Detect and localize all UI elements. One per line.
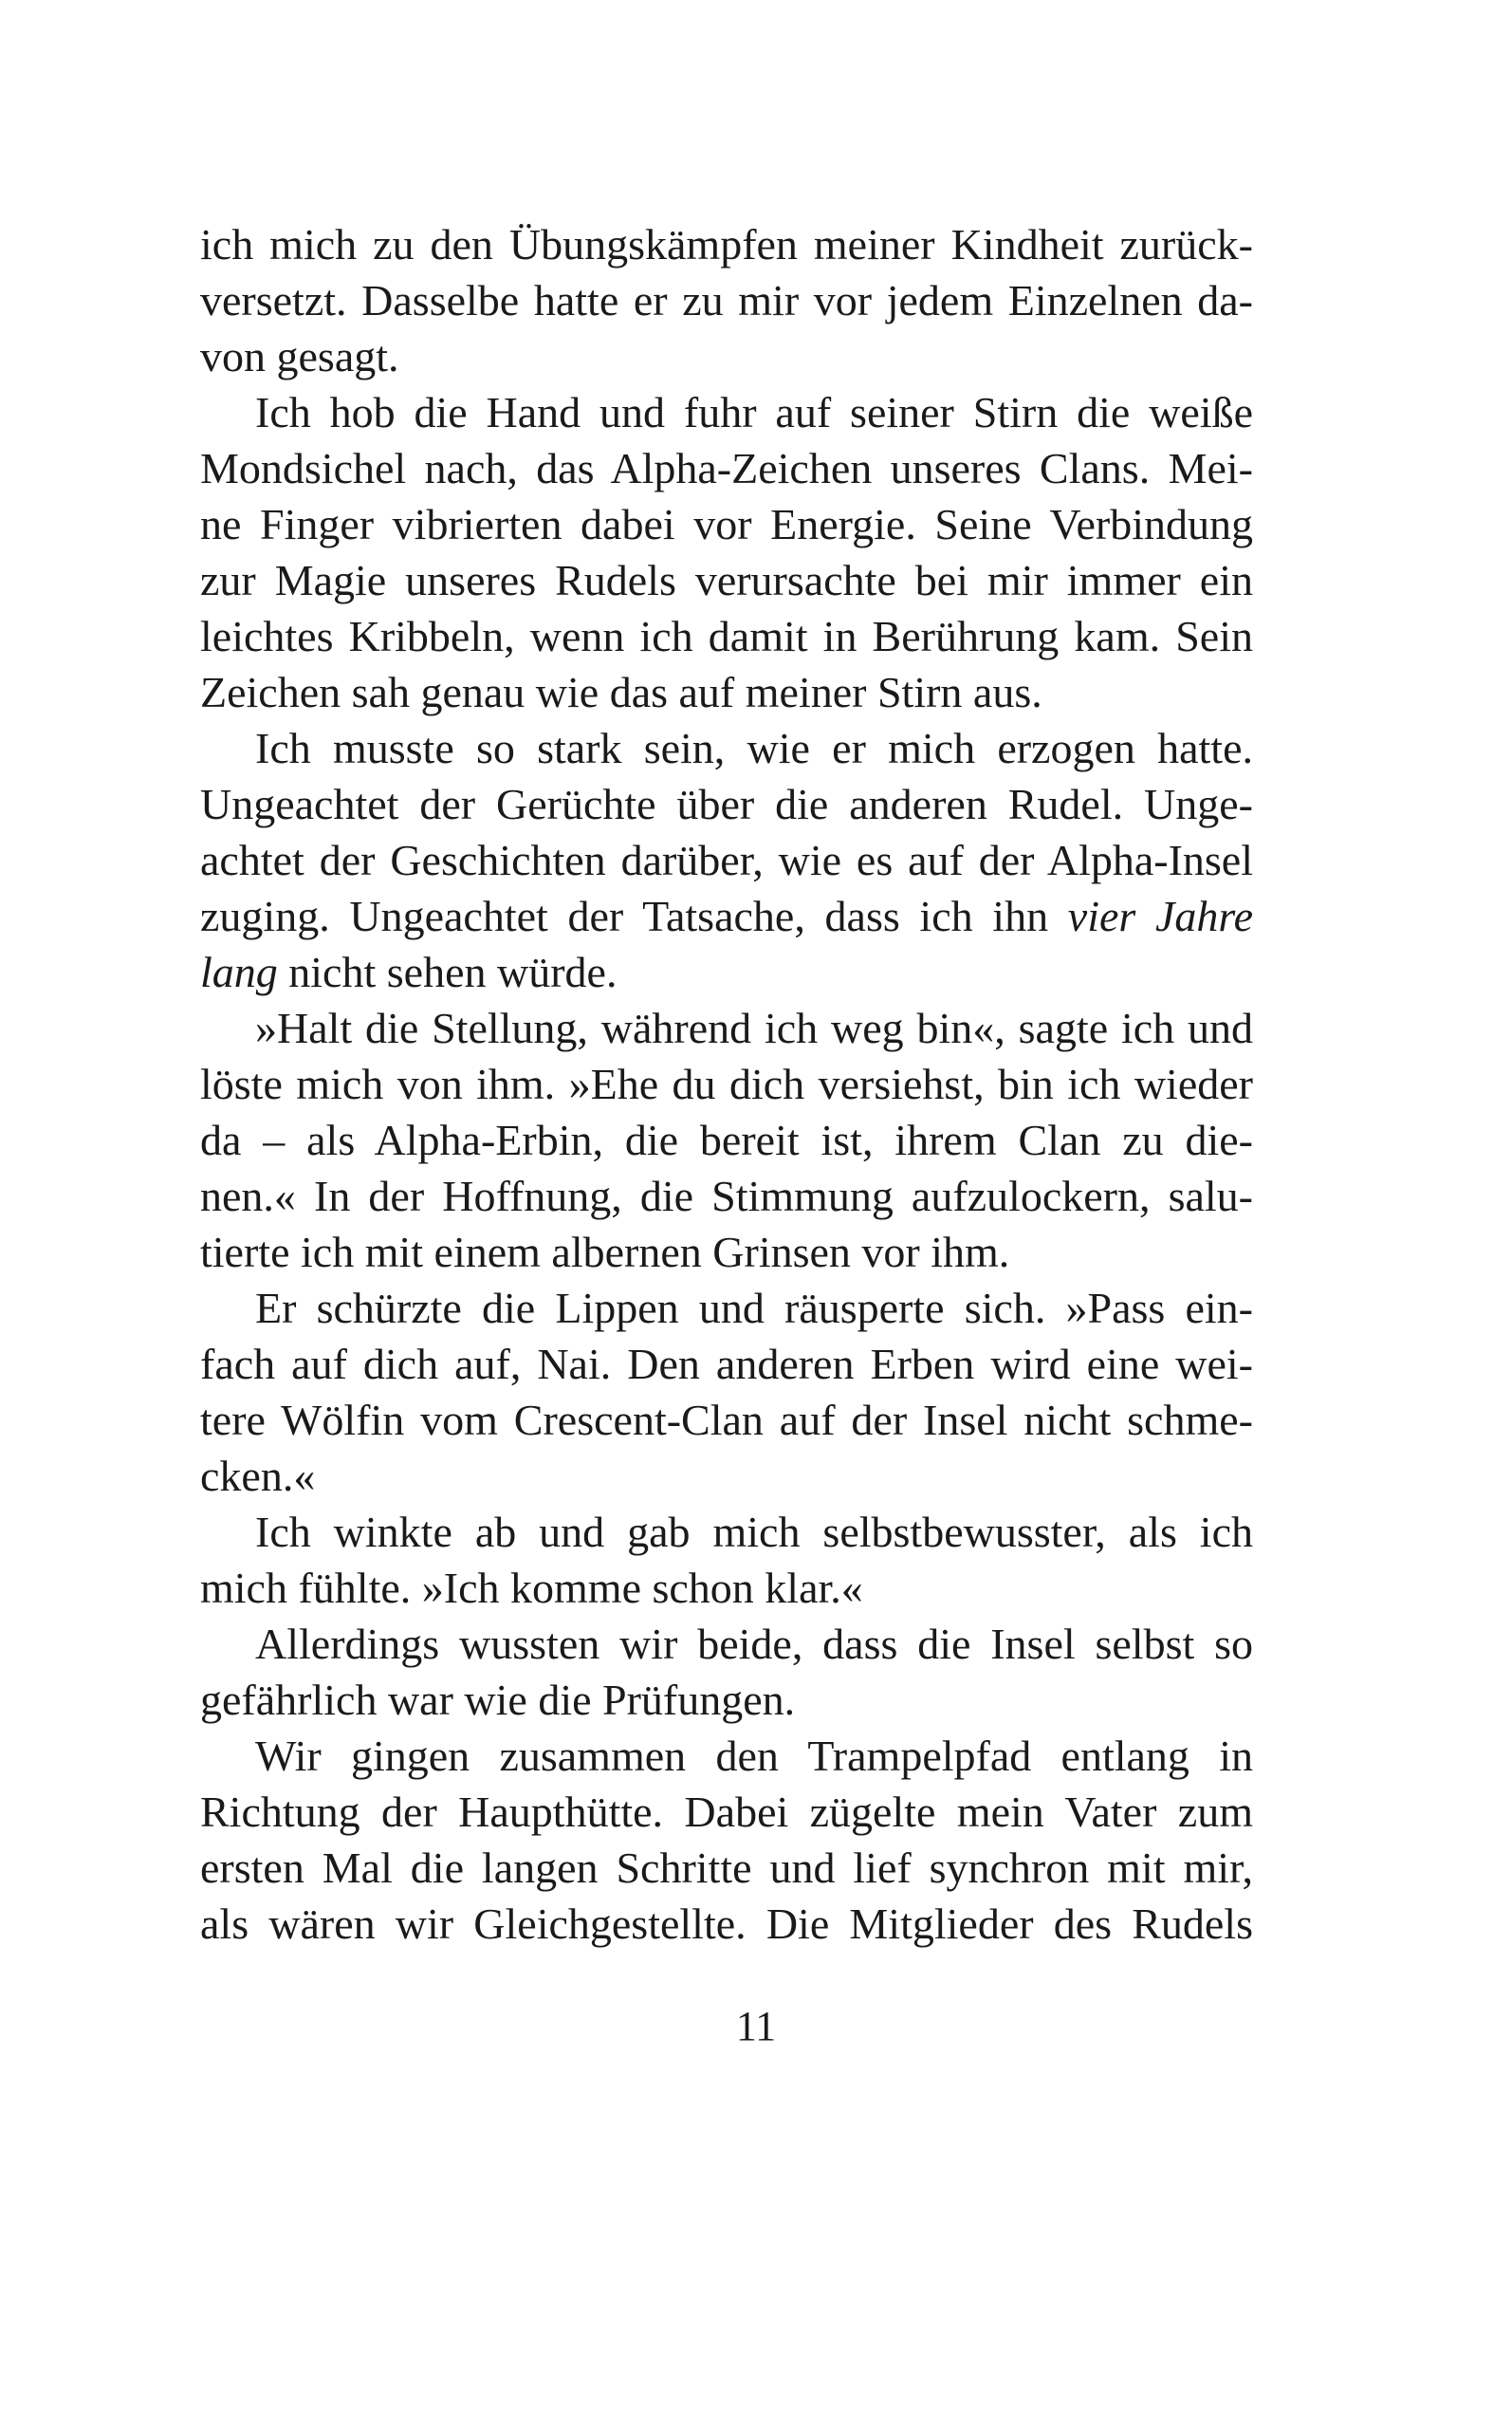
body-text [200,216,1253,1952]
text-line [200,1672,1253,1728]
text-line [200,384,1253,440]
line-text: ich mich zu den Übungskämpfen meiner Kindheit zurück- [200,220,1253,269]
line-text: als wären wir Gleichgestellte. Die Mitglieder des Rudels [200,1899,1253,1948]
text-line [200,720,1253,776]
line-text: Mondsichel nach, das Alpha-Zeichen unseres Clans. Mei- [200,444,1253,492]
line-text: Ich musste so stark sein, wie er mich erzogen hatte. [255,724,1253,772]
text-line [200,1168,1253,1224]
text-line [200,944,1253,1000]
text-line [200,1616,1253,1672]
line-text: zuging. Ungeachtet der Tatsache, dass ich ihn [200,892,1049,940]
text-line [200,272,1253,328]
text-line [200,1840,1253,1896]
text-line [200,1112,1253,1168]
line-text: Er schürzte die Lippen und räusperte sich. »Pass ein- [255,1284,1253,1332]
text-line [200,888,1253,944]
line-text: achtet der Geschichten darüber, wie es auf der Alpha-Insel [200,836,1253,884]
text-line [200,1336,1253,1392]
line-text: gefährlich war wie die Prüfungen. [200,1676,796,1724]
italic-phrase: vier Jahre [1067,892,1254,940]
line-text: Allerdings wussten wir beide, dass die Insel selbst so [255,1620,1253,1668]
line-text: Richtung der Haupthütte. Dabei zügelte mein Vater zum [200,1788,1253,1836]
text-line [200,1224,1253,1280]
text-line [200,1560,1253,1616]
line-text: ersten Mal die langen Schritte und lief synchron mit mir, [200,1844,1253,1892]
line-text: fach auf dich auf, Nai. Den anderen Erben wird eine wei- [200,1340,1253,1388]
text-line [200,608,1253,664]
italic-phrase: lang [200,948,278,996]
line-text: Ich hob die Hand und fuhr auf seiner Stirn die weiße [255,388,1253,436]
line-text: da – als Alpha-Erbin, die bereit ist, ihrem Clan zu die- [200,1116,1253,1164]
line-text: cken.« [200,1452,316,1500]
text-line [200,1000,1253,1056]
line-text: ne Finger vibrierten dabei vor Energie. Seine Verbindung [200,500,1253,548]
text-line [200,216,1253,272]
line-text: mich fühlte. »Ich komme schon klar.« [200,1564,863,1612]
text-line [200,1728,1253,1784]
line-text: löste mich von ihm. »Ehe du dich versiehst, bin ich wieder [200,1060,1253,1108]
line-text: tierte ich mit einem albernen Grinsen vor ihm. [200,1228,1010,1276]
line-text: nicht sehen würde. [288,948,618,996]
text-line [200,1280,1253,1336]
line-text: leichtes Kribbeln, wenn ich damit in Berührung kam. Sein [200,612,1253,660]
text-line [200,1504,1253,1560]
text-line [200,552,1253,608]
line-text: nen.« In der Hoffnung, die Stimmung aufzulockern, salu- [200,1172,1253,1220]
line-text: versetzt. Dasselbe hatte er zu mir vor jedem Einzelnen da- [200,276,1253,324]
line-text: zur Magie unseres Rudels verursachte bei mir immer ein [200,556,1253,604]
text-line [200,328,1253,384]
page-number: 11 [735,2003,777,2049]
line-text: Zeichen sah genau wie das auf meiner Stirn aus. [200,668,1042,716]
text-line [200,776,1253,832]
line-text: »Halt die Stellung, während ich weg bin«, sagte ich und [255,1004,1253,1052]
text-line [200,832,1253,888]
text-line [200,1056,1253,1112]
line-text: Wir gingen zusammen den Trampelpfad entlang in [255,1732,1253,1780]
text-line [200,496,1253,552]
text-line [200,1448,1253,1504]
text-line [200,664,1253,720]
text-line [200,1392,1253,1448]
line-text: Ungeachtet der Gerüchte über die anderen Rudel. Unge- [200,780,1253,828]
text-line [200,1896,1253,1952]
line-text: von gesagt. [200,332,399,380]
line-text: tere Wölfin vom Crescent-Clan auf der Insel nicht schme- [200,1396,1253,1444]
line-text: Ich winkte ab und gab mich selbstbewusster, als ich [255,1508,1253,1556]
text-line [200,1784,1253,1840]
text-line [200,440,1253,496]
